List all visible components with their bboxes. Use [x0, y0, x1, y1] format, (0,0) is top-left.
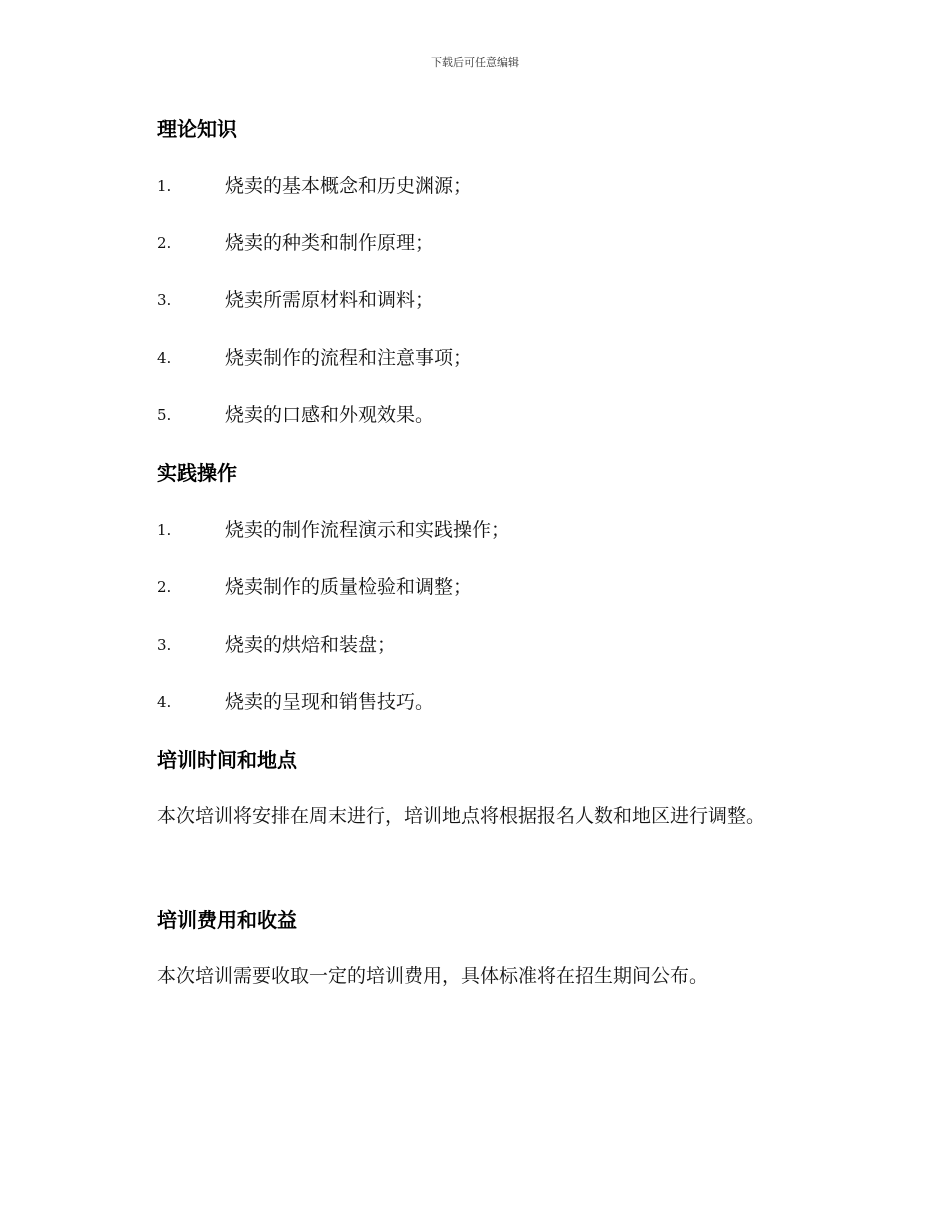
header-note: 下载后可任意编辑 — [431, 56, 519, 69]
list-item-text: 烧卖的烘焙和装盘； — [225, 634, 397, 656]
list-item-number: 2. — [157, 578, 172, 596]
list-item-text: 烧卖的呈现和销售技巧。 — [225, 691, 435, 713]
list-item-text: 烧卖制作的流程和注意事项； — [225, 347, 473, 369]
fees-paragraph: 本次培训需要收取一定的培训费用，具体标准将在招生期间公布。 — [157, 965, 709, 987]
section-heading-schedule: 培训时间和地点 — [157, 748, 297, 772]
schedule-paragraph: 本次培训将安排在周末进行，培训地点将根据报名人数和地区进行调整。 — [157, 805, 766, 827]
list-item — [157, 286, 807, 314]
list-item-number: 5. — [157, 406, 172, 424]
section-heading-practice: 实践操作 — [157, 461, 237, 485]
list-item — [157, 516, 807, 544]
list-item-number: 4. — [157, 349, 172, 367]
list-item — [157, 631, 807, 659]
list-item — [157, 344, 807, 372]
section-heading-theory: 理论知识 — [157, 117, 237, 141]
list-item-text: 烧卖制作的质量检验和调整； — [225, 576, 473, 598]
list-item-number: 1. — [157, 521, 172, 539]
list-item — [157, 688, 807, 716]
list-item-text: 烧卖的种类和制作原理； — [225, 232, 435, 254]
list-item-text: 烧卖的口感和外观效果。 — [225, 404, 435, 426]
list-item-number: 3. — [157, 636, 172, 654]
list-item-number: 4. — [157, 693, 172, 711]
section-heading-fees: 培训费用和收益 — [157, 908, 297, 932]
list-item-text: 烧卖所需原材料和调料； — [225, 289, 435, 311]
list-item — [157, 229, 807, 257]
list-item — [157, 172, 807, 200]
list-item-text: 烧卖的基本概念和历史渊源； — [225, 175, 473, 197]
list-item-number: 2. — [157, 234, 172, 252]
list-item-number: 1. — [157, 177, 172, 195]
list-item-text: 烧卖的制作流程演示和实践操作； — [225, 519, 511, 541]
list-item — [157, 401, 807, 429]
list-item-number: 3. — [157, 291, 172, 309]
list-item — [157, 573, 807, 601]
